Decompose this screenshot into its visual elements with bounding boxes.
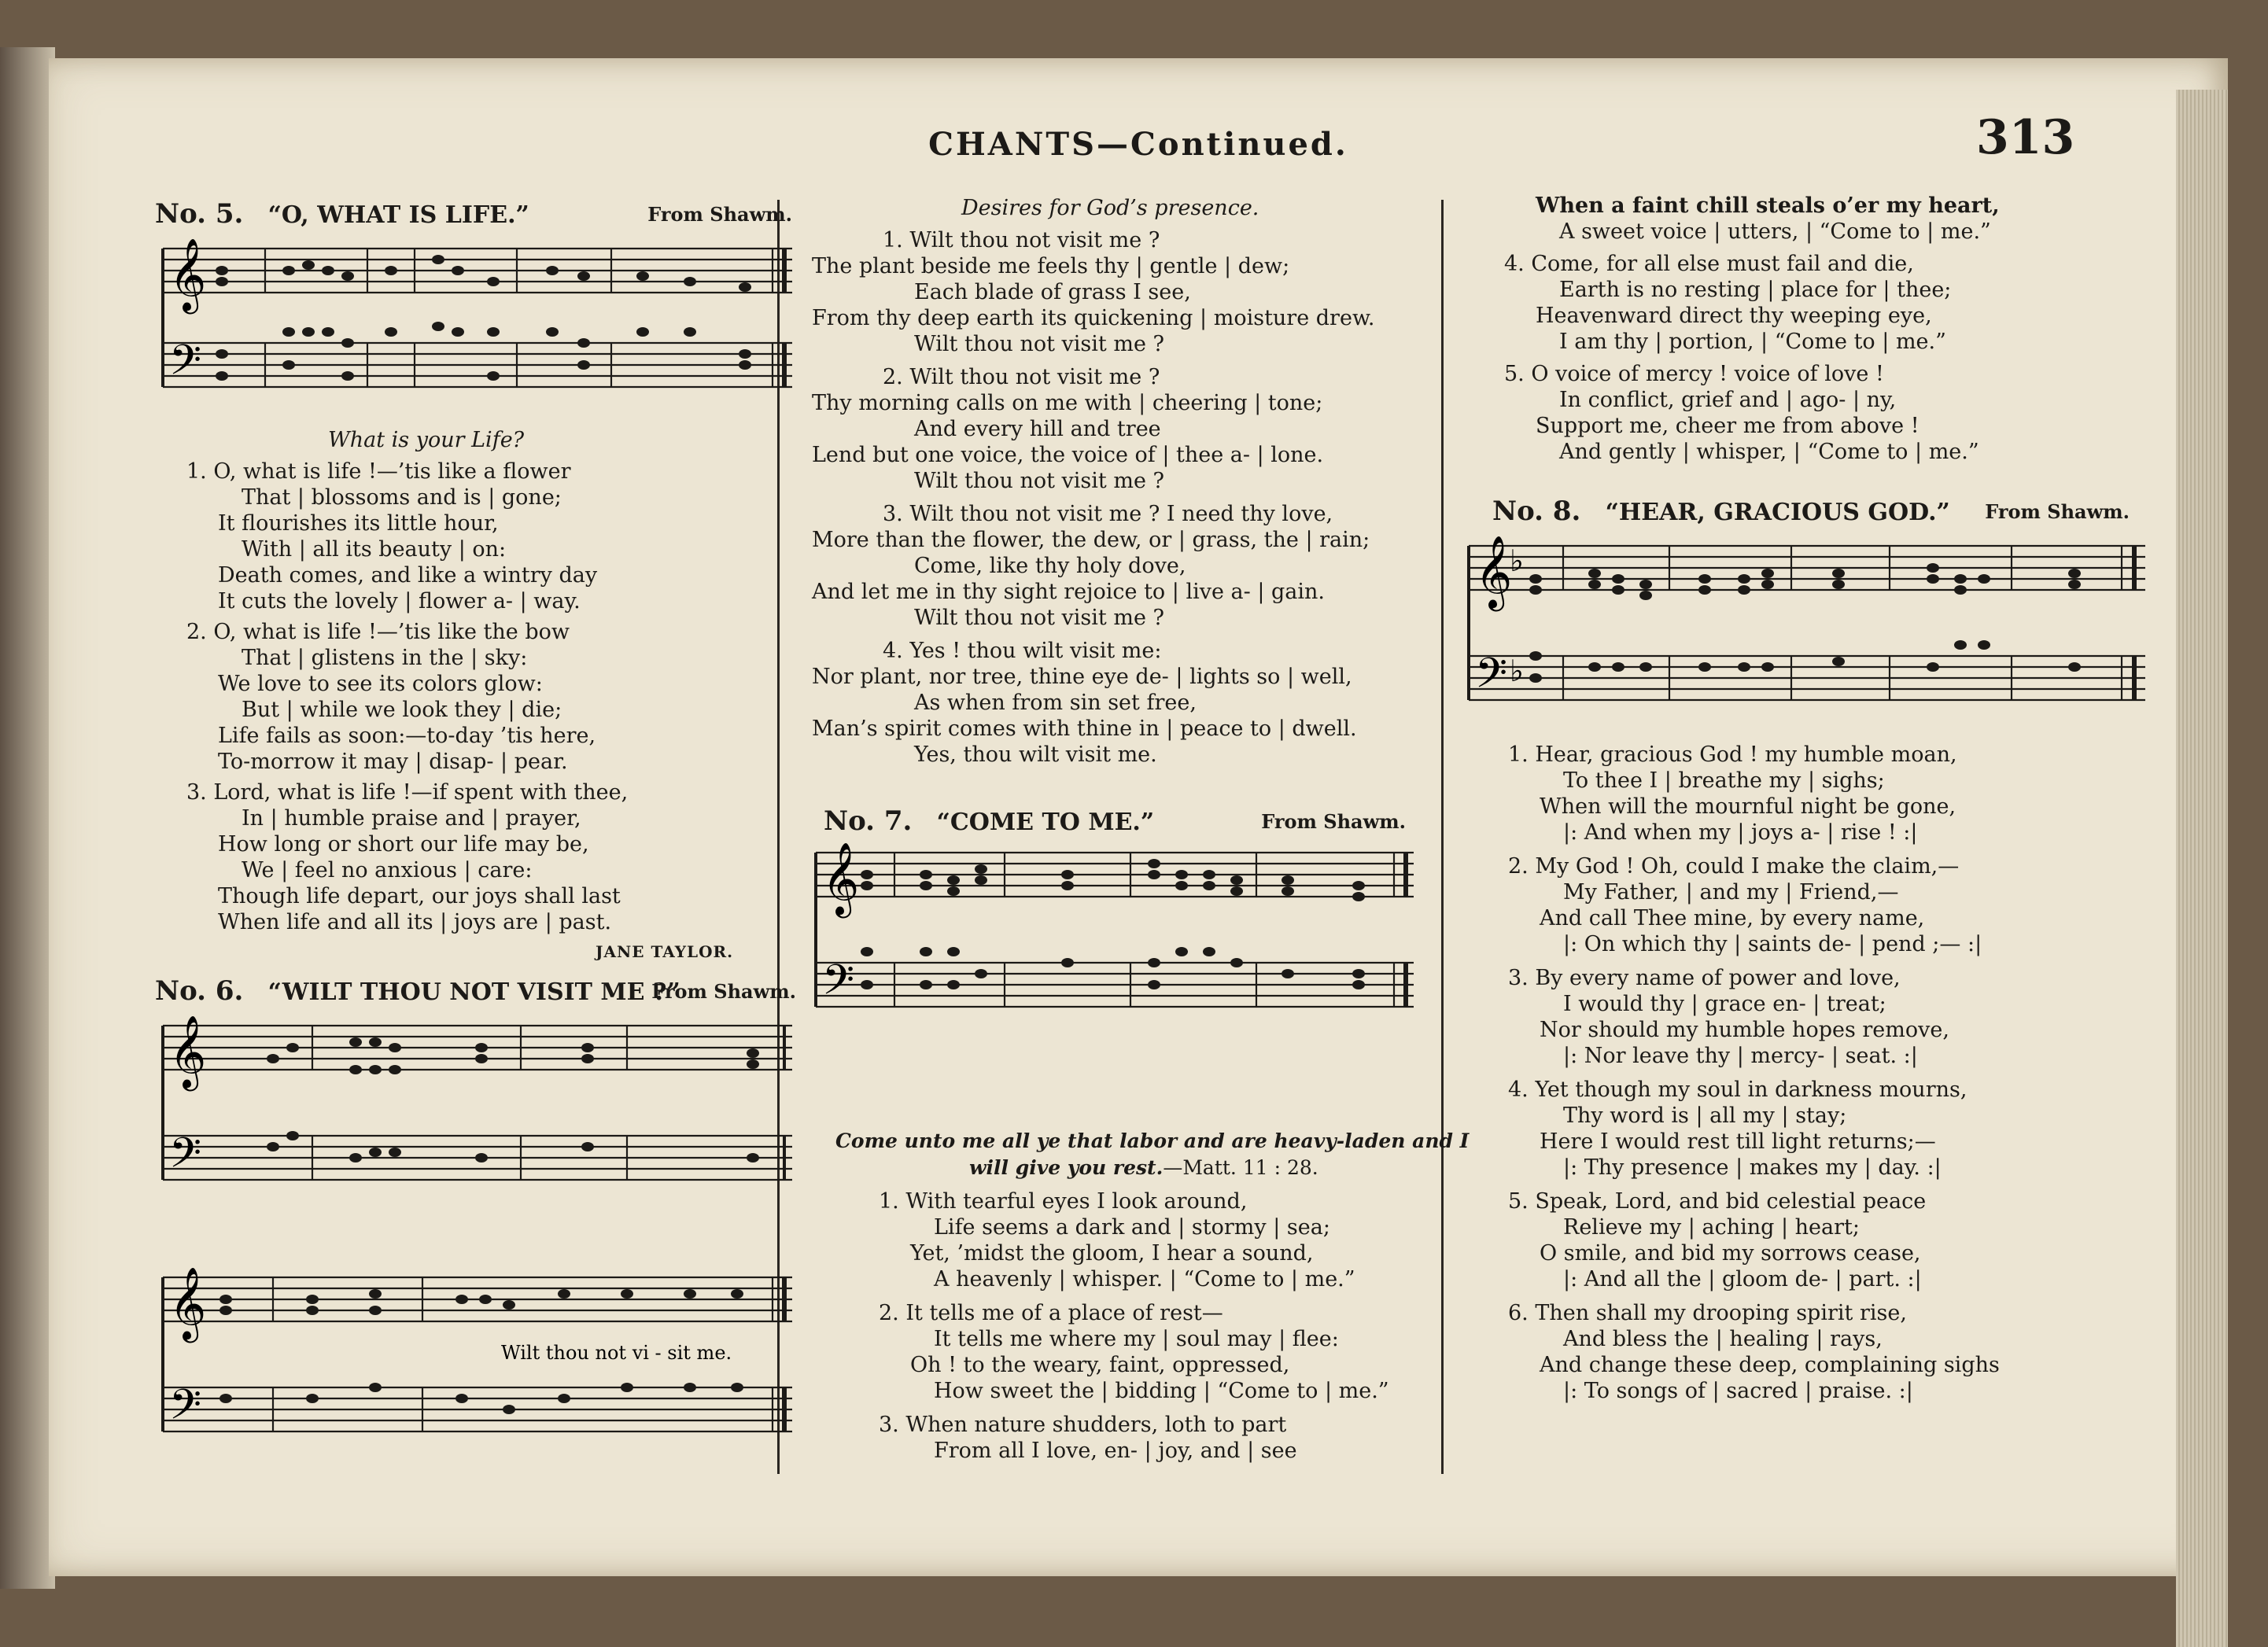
verse-line: From all I love, en- | joy, and | see <box>934 1439 1297 1463</box>
verse-line: O smile, and bid my sorrows cease, <box>1540 1241 1921 1266</box>
col2-subtitle: Desires for God’s presence. <box>961 196 1259 220</box>
verse-line: As when from sin set free, <box>914 691 1197 715</box>
verse-line: 1. O, what is life !—’tis like a flower <box>186 459 571 484</box>
verse-line: We love to see its colors glow: <box>218 672 543 696</box>
verse-line: Wilt thou not visit me ? <box>914 332 1164 356</box>
verse-line: My Father, | and my | Friend,— <box>1563 880 1899 905</box>
chant6-source: From Shawm. <box>651 980 796 1003</box>
verse-line: 3. Wilt thou not visit me ? I need thy love, <box>883 502 1333 526</box>
chant5-subtitle: What is your Life? <box>328 428 525 452</box>
chant7-heading <box>824 805 1406 837</box>
chant8-number: No. 8. <box>1492 496 1581 527</box>
verse-line: In conflict, grief and | ago- | ny, <box>1559 388 1897 412</box>
verse-line: It tells me where my | soul may | flee: <box>934 1327 1339 1351</box>
chant5-heading <box>155 198 792 230</box>
verse-line: To-morrow it may | disap- | pear. <box>218 750 568 774</box>
verse-line: 3. By every name of power and love, <box>1508 966 1901 990</box>
verse-line: Support me, cheer me from above ! <box>1536 414 1920 438</box>
treble-clef-icon: 𝄞 <box>169 238 207 311</box>
chant5-score-svg <box>155 233 800 414</box>
verse-line: I would thy | grace en- | treat; <box>1563 992 1886 1016</box>
verse-line: In | humble praise and | prayer, <box>242 806 581 831</box>
verse-line: Yet, ’midst the gloom, I hear a sound, <box>910 1241 1314 1266</box>
chant7-music-staff <box>808 837 1422 1041</box>
chant5-title: “O, WHAT IS LIFE.” <box>267 201 529 229</box>
verse-line: How long or short our life may be, <box>218 832 589 857</box>
chant6-heading <box>155 975 796 1007</box>
chant7-quote-line2 <box>969 1156 1318 1179</box>
verse-line: Thy morning calls on me with | cheering | tone; <box>812 391 1323 415</box>
verse-line: And every hill and tree <box>914 417 1161 441</box>
page-edges <box>2176 90 2228 1647</box>
verse-line: Nor should my humble hopes remove, <box>1540 1018 1949 1042</box>
chant6-score-svg <box>155 1010 800 1458</box>
treble-clef-icon: 𝄞 <box>822 842 860 915</box>
chant6-lyric: Wilt thou not vi - sit me. <box>501 1342 732 1364</box>
verse-line: |: Nor leave thy | mercy- | seat. :| <box>1563 1044 1918 1068</box>
chant7-score-svg <box>808 837 1422 1041</box>
verse-line: And gently | whisper, | “Come to | me.” <box>1559 440 1979 464</box>
flat-icon: ♭ <box>1510 654 1524 688</box>
chant7-quote-reference: —Matt. 11 : 28. <box>1163 1156 1318 1179</box>
verse-line: 3. Lord, what is life !—if spent with thee, <box>186 780 629 805</box>
chant5-source: From Shawm. <box>647 203 792 226</box>
verse-line: Earth is no resting | place for | thee; <box>1559 278 1952 302</box>
page-number: 313 <box>1976 110 2075 165</box>
chant8-music-staff <box>1461 530 2153 735</box>
bass-clef-icon: 𝄢 <box>822 956 855 1015</box>
chant7-quote-end: will give you rest. <box>969 1156 1164 1179</box>
verse-line: And call Thee mine, by every name, <box>1540 906 1925 930</box>
verse-line: 2. O, what is life !—’tis like the bow <box>186 620 570 644</box>
verse-line: 2. My God ! Oh, could I make the claim,— <box>1508 854 1960 879</box>
verse-line: How sweet the | bidding | “Come to | me.” <box>934 1379 1389 1403</box>
verse-line: We | feel no anxious | care: <box>242 858 533 882</box>
verse-line: 1. With tearful eyes I look around, <box>879 1189 1248 1214</box>
verse-line: Life fails as soon:—to-day ’tis here, <box>218 724 596 748</box>
chant7-quote-line1: Come unto me all ye that labor and are heavy-laden and I <box>835 1129 1470 1152</box>
flat-icon: ♭ <box>1510 543 1524 578</box>
verse-line: Lend but one voice, the voice of | thee a- | lone. <box>812 443 1324 467</box>
verse-line: 2. Wilt thou not visit me ? <box>883 365 1160 389</box>
verse-line: 4. Come, for all else must fail and die, <box>1504 252 1914 276</box>
verse-line: 5. O voice of mercy ! voice of love ! <box>1504 362 1884 386</box>
column-divider-right <box>1441 200 1444 1474</box>
verse-line: Wilt thou not visit me ? <box>914 606 1164 630</box>
verse-line: 4. Yes ! thou wilt visit me: <box>883 639 1162 663</box>
verse-line: Though life depart, our joys shall last <box>218 884 621 908</box>
verse-line: |: To songs of | sacred | praise. :| <box>1563 1379 1913 1403</box>
verse-line: |: Thy presence | makes my | day. :| <box>1563 1155 1942 1180</box>
chant8-score-svg <box>1461 530 2153 735</box>
verse-line: Nor plant, nor tree, thine eye de- | lights so | well, <box>812 665 1352 689</box>
page-title: CHANTS—Continued. <box>928 126 1348 163</box>
verse-line: When will the mournful night be gone, <box>1540 794 1956 819</box>
verse-line: Here I would rest till light returns;— <box>1540 1129 1936 1154</box>
verse-line: |: And all the | gloom de- | part. :| <box>1563 1267 1922 1291</box>
verse-line: 6. Then shall my drooping spirit rise, <box>1508 1301 1907 1325</box>
verse-line: A heavenly | whisper. | “Come to | me.” <box>934 1267 1355 1291</box>
verse-line: 1. Hear, gracious God ! my humble moan, <box>1508 742 1957 767</box>
chant8-title: “HEAR, GRACIOUS GOD.” <box>1605 499 1950 526</box>
chant5-music-staff <box>155 233 800 414</box>
verse-line: Thy word is | all my | stay; <box>1563 1104 1847 1128</box>
verse-line: More than the flower, the dew, or | grass, the | rain; <box>812 528 1370 552</box>
chant6-music-staff <box>155 1010 800 1458</box>
chant6-title: “WILT THOU NOT VISIT ME ?” <box>267 978 680 1006</box>
bass-clef-icon: 𝄢 <box>169 1381 202 1439</box>
verse-line: It flourishes its little hour, <box>218 511 499 536</box>
book-spine <box>0 47 55 1589</box>
bass-clef-icon: 𝄢 <box>1475 650 1508 708</box>
treble-clef-icon: 𝄞 <box>1475 535 1513 608</box>
verse-line: From thy deep earth its quickening | moisture drew. <box>812 306 1375 330</box>
bass-clef-icon: 𝄢 <box>169 1129 202 1188</box>
verse-line: 2. It tells me of a place of rest— <box>879 1301 1223 1325</box>
verse-line: Wilt thou not visit me ? <box>914 469 1164 493</box>
verse-line: Yes, thou wilt visit me. <box>914 742 1157 767</box>
bass-clef-icon: 𝄢 <box>169 337 202 395</box>
chant7-source: From Shawm. <box>1261 810 1406 833</box>
verse-line: With | all its beauty | on: <box>242 537 507 562</box>
verse-line: Oh ! to the weary, faint, oppressed, <box>910 1353 1290 1377</box>
chant5-number: No. 5. <box>155 198 244 230</box>
verse-line: Death comes, and like a wintry day <box>218 563 598 588</box>
verse-line: 4. Yet though my soul in darkness mourns, <box>1508 1078 1967 1102</box>
verse-line: That | glistens in the | sky: <box>242 646 528 670</box>
chant8-heading <box>1492 496 2130 527</box>
verse-line: And bless the | healing | rays, <box>1563 1327 1883 1351</box>
verse-line: It cuts the lovely | flower a- | way. <box>218 589 581 613</box>
chant7-number: No. 7. <box>824 805 913 837</box>
verse-line: Heavenward direct thy weeping eye, <box>1536 304 1932 328</box>
chant5-author: JANE TAYLOR. <box>596 942 734 961</box>
verse-line: |: And when my | joys a- | rise ! :| <box>1563 820 1918 845</box>
verse-line: Man’s spirit comes with thine in | peace to | dwell. <box>812 717 1357 741</box>
verse-line: And change these deep, complaining sighs <box>1540 1353 2000 1377</box>
verse-line: To thee I | breathe my | sighs; <box>1563 768 1885 793</box>
chant8-source: From Shawm. <box>1985 500 2130 523</box>
verse-line: 5. Speak, Lord, and bid celestial peace <box>1508 1189 1927 1214</box>
verse-line: And let me in thy sight rejoice to | live a- | gain. <box>812 580 1325 604</box>
verse-line: Each blade of grass I see, <box>914 280 1191 304</box>
verse-line: But | while we look they | die; <box>242 698 562 722</box>
treble-clef-icon: 𝄞 <box>169 1266 207 1339</box>
chant6-number: No. 6. <box>155 975 244 1007</box>
verse-line: When life and all its | joys are | past. <box>218 910 612 934</box>
verse-line: When a faint chill steals o’er my heart, <box>1536 193 2000 218</box>
verse-line: The plant beside me feels thy | gentle | dew; <box>812 254 1290 278</box>
verse-line: I am thy | portion, | “Come to | me.” <box>1559 330 1946 354</box>
verse-line: A sweet voice | utters, | “Come to | me.” <box>1559 219 1991 244</box>
verse-line: 3. When nature shudders, loth to part <box>879 1413 1287 1437</box>
verse-line: Relieve my | aching | heart; <box>1563 1215 1860 1240</box>
treble-clef-icon: 𝄞 <box>169 1015 207 1088</box>
verse-line: Come, like thy holy dove, <box>914 554 1186 578</box>
verse-line: That | blossoms and is | gone; <box>242 485 562 510</box>
chant7-title: “COME TO ME.” <box>936 809 1155 836</box>
verse-line: 1. Wilt thou not visit me ? <box>883 228 1160 252</box>
book-page <box>49 58 2228 1576</box>
verse-line: Life seems a dark and | stormy | sea; <box>934 1215 1330 1240</box>
verse-line: |: On which thy | saints de- | pend ;— :| <box>1563 932 1982 956</box>
